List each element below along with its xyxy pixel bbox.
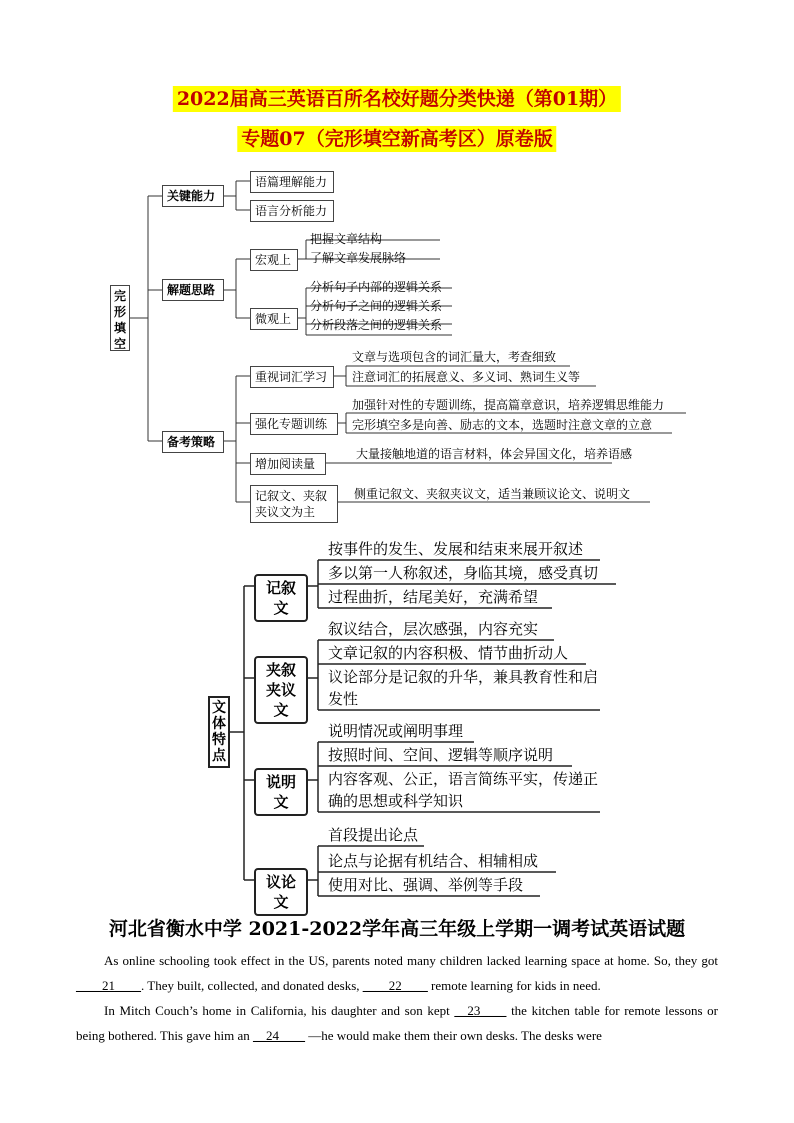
branch-key-abilities: 关键能力 — [162, 185, 224, 207]
argumentative-item-1: 首段提出论点 — [328, 826, 419, 844]
exam-title: 河北省衡水中学 2021-2022学年高三年级上学期一调考试英语试题 — [108, 918, 686, 940]
node-discourse-comprehension: 语篇理解能力 — [250, 171, 334, 193]
leaf-macro-2: 了解文章发展脉络 — [310, 251, 407, 265]
branch-exam-strategy: 备考策略 — [162, 431, 224, 453]
narrative-item-1: 按事件的发生、发展和结束来展开叙述 — [328, 540, 584, 558]
node-more-reading: 增加阅读量 — [250, 453, 326, 475]
node-micro: 微观上 — [250, 308, 298, 330]
mixed-item-3: 议论部分是记叙的升华，兼具教育性和启发性 — [328, 668, 599, 708]
leaf-reading-1: 大量接触地道的语言材料，体会异国文化，培养语感 — [356, 447, 633, 461]
passage-paragraph-2: In Mitch Couch’s home in California, his daughter and son kept __23____ the kitchen table for remote lessons or being bothered. This gave him an __24____ —he would make them their own desks. The desks were — [76, 1003, 718, 1043]
narrative-item-3: 过程曲折，结尾美好，充满希望 — [328, 588, 539, 606]
genre-argumentative: 议论文 — [254, 868, 308, 916]
leaf-training-2: 完形填空多是向善、励志的文本，选题时注意文章的立意 — [352, 418, 653, 432]
mindmap1-root: 完形填空 — [110, 285, 130, 351]
node-language-analysis: 语言分析能力 — [250, 200, 334, 222]
blank-22[interactable]: ____22____ — [362, 978, 428, 993]
argumentative-item-3: 使用对比、强调、举例等手段 — [328, 876, 524, 894]
mixed-item-2: 文章记叙的内容积极、情节曲折动人 — [328, 644, 569, 662]
leaf-micro-2: 分析句子之间的逻辑关系 — [310, 299, 443, 313]
expository-item-3: 内容客观、公正，语言简练平实，传递正确的思想或科学知识 — [328, 770, 599, 810]
genre-expository: 说明文 — [254, 768, 308, 816]
leaf-vocab-1: 文章与选项包含的词汇量大，考查细致 — [352, 350, 557, 364]
passage-paragraph-1: As online schooling took effect in the US, parents noted many children lacked learning space at home. So, they got ____21____. They built, collected, and donated desks, ____22____ remote learning for kids in need. — [76, 953, 718, 993]
blank-21[interactable]: ____21____ — [76, 978, 141, 993]
genre-narrative: 记叙文 — [254, 574, 308, 622]
node-special-training: 强化专题训练 — [250, 413, 338, 435]
leaf-macro-1: 把握文章结构 — [310, 232, 383, 246]
leaf-narrative-1: 侧重记叙文、夹叙夹议文，适当兼顾议论文、说明文 — [354, 487, 631, 501]
node-macro: 宏观上 — [250, 249, 298, 271]
leaf-training-1: 加强针对性的专题训练，提高篇章意识，培养逻辑思维能力 — [352, 398, 665, 412]
expository-item-2: 按照时间、空间、逻辑等顺序说明 — [328, 746, 554, 764]
argumentative-item-2: 论点与论据有机结合、相辅相成 — [328, 852, 539, 870]
leaf-micro-1: 分析句子内部的逻辑关系 — [310, 280, 443, 294]
genre-narrative-argument: 夹叙夹议文 — [254, 656, 308, 724]
mindmap2-root: 文体特点 — [208, 696, 230, 768]
node-vocabulary: 重视词汇学习 — [250, 366, 334, 388]
branch-solving-approach: 解题思路 — [162, 279, 224, 301]
document-title: 2022届高三英语百所名校好题分类快递（第01期） — [173, 86, 621, 112]
blank-24[interactable]: __24____ — [253, 1028, 306, 1043]
leaf-vocab-2: 注意词汇的拓展意义、多义词、熟词生义等 — [352, 370, 581, 384]
mixed-item-1: 叙议结合，层次感强，内容充实 — [328, 620, 539, 638]
node-narrative-focus: 记叙文、夹叙夹议文为主 — [250, 485, 338, 523]
blank-23[interactable]: __23____ — [454, 1003, 507, 1018]
narrative-item-2: 多以第一人称叙述，身临其境，感受真切 — [328, 564, 599, 582]
leaf-micro-3: 分析段落之间的逻辑关系 — [310, 318, 443, 332]
expository-item-1: 说明情况或阐明事理 — [328, 722, 464, 740]
document-subtitle: 专题07（完形填空新高考区）原卷版 — [237, 126, 556, 152]
